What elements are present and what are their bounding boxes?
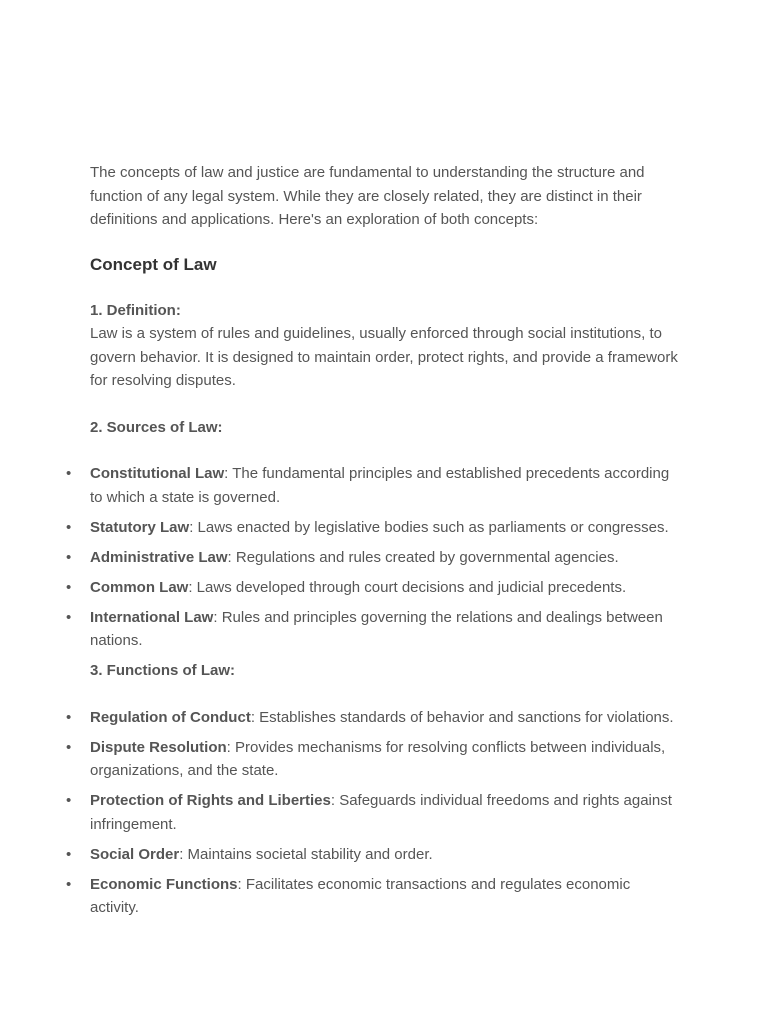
list-item	[66, 706, 680, 730]
list-item-term: Statutory Law	[90, 518, 190, 536]
definition-block	[90, 299, 680, 393]
functions-list	[66, 706, 680, 920]
list-item	[66, 736, 680, 783]
list-item-desc: : Rules and principles governing the relations and dealings between nations.	[90, 608, 663, 649]
definition-text: Law is a system of rules and guidelines, usually enforced through social institutions, to govern behavior. It is designed to maintain order, protect rights, and provide a framework for resolving disputes.	[90, 325, 678, 389]
list-item-desc: : Establishes standards of behavior and sanctions for violations.	[250, 708, 674, 726]
list-item-desc: : The fundamental principles and established precedents according to which a state is governed.	[90, 465, 670, 506]
list-item	[66, 873, 680, 920]
list-item	[66, 462, 680, 509]
definition-heading: 1. Definition:	[90, 301, 181, 319]
bullet-icon: •	[66, 845, 72, 863]
list-item-term: Regulation of Conduct	[90, 708, 251, 726]
section-title: Concept of Law	[90, 254, 217, 274]
list-item-desc: : Maintains societal stability and order.	[179, 845, 433, 863]
list-item-desc: : Laws enacted by legislative bodies such as parliaments or congresses.	[189, 518, 669, 536]
bullet-icon: •	[66, 708, 72, 726]
list-item-desc: : Laws developed through court decisions and judicial precedents.	[188, 578, 627, 596]
list-item	[66, 606, 680, 653]
list-item	[66, 546, 680, 570]
list-item-term: Social Order	[90, 845, 180, 863]
bullet-icon: •	[66, 608, 72, 626]
intro-paragraph: The concepts of law and justice are fundamental to understanding the structure and function of any legal system. While they are closely related, they are distinct in their definitions and applications. Here's an exploration of both concepts:	[90, 164, 645, 228]
bullet-icon: •	[66, 875, 72, 893]
functions-heading: 3. Functions of Law:	[90, 662, 235, 679]
list-item-desc: : Regulations and rules created by governmental agencies.	[227, 548, 619, 566]
sources-heading: 2. Sources of Law:	[90, 418, 223, 436]
sources-list	[66, 462, 680, 653]
list-item-term: Dispute Resolution	[90, 738, 227, 756]
list-item-term: Economic Functions	[90, 875, 238, 893]
list-item-desc: : Safeguards individual freedoms and rights against infringement.	[90, 792, 672, 833]
list-item	[66, 843, 680, 867]
bullet-icon: •	[66, 738, 72, 756]
document-body	[66, 161, 680, 926]
list-item-term: International Law	[90, 608, 214, 626]
list-item-term: Common Law	[90, 578, 189, 596]
bullet-icon: •	[66, 548, 72, 566]
list-item-term: Protection of Rights and Liberties	[90, 792, 331, 809]
list-item-desc: : Facilitates economic transactions and regulates economic activity.	[90, 875, 631, 916]
bullet-icon: •	[66, 578, 72, 596]
list-item-term: Administrative Law	[90, 548, 228, 566]
bullet-icon: •	[66, 518, 72, 536]
bullet-icon: •	[66, 465, 72, 482]
list-item	[66, 516, 680, 540]
list-item	[66, 576, 680, 600]
bullet-icon: •	[66, 792, 72, 809]
list-item	[66, 789, 680, 836]
list-item-desc: : Provides mechanisms for resolving conflicts between individuals, organizations, and the state.	[90, 738, 666, 779]
list-item-term: Constitutional Law	[90, 465, 225, 482]
